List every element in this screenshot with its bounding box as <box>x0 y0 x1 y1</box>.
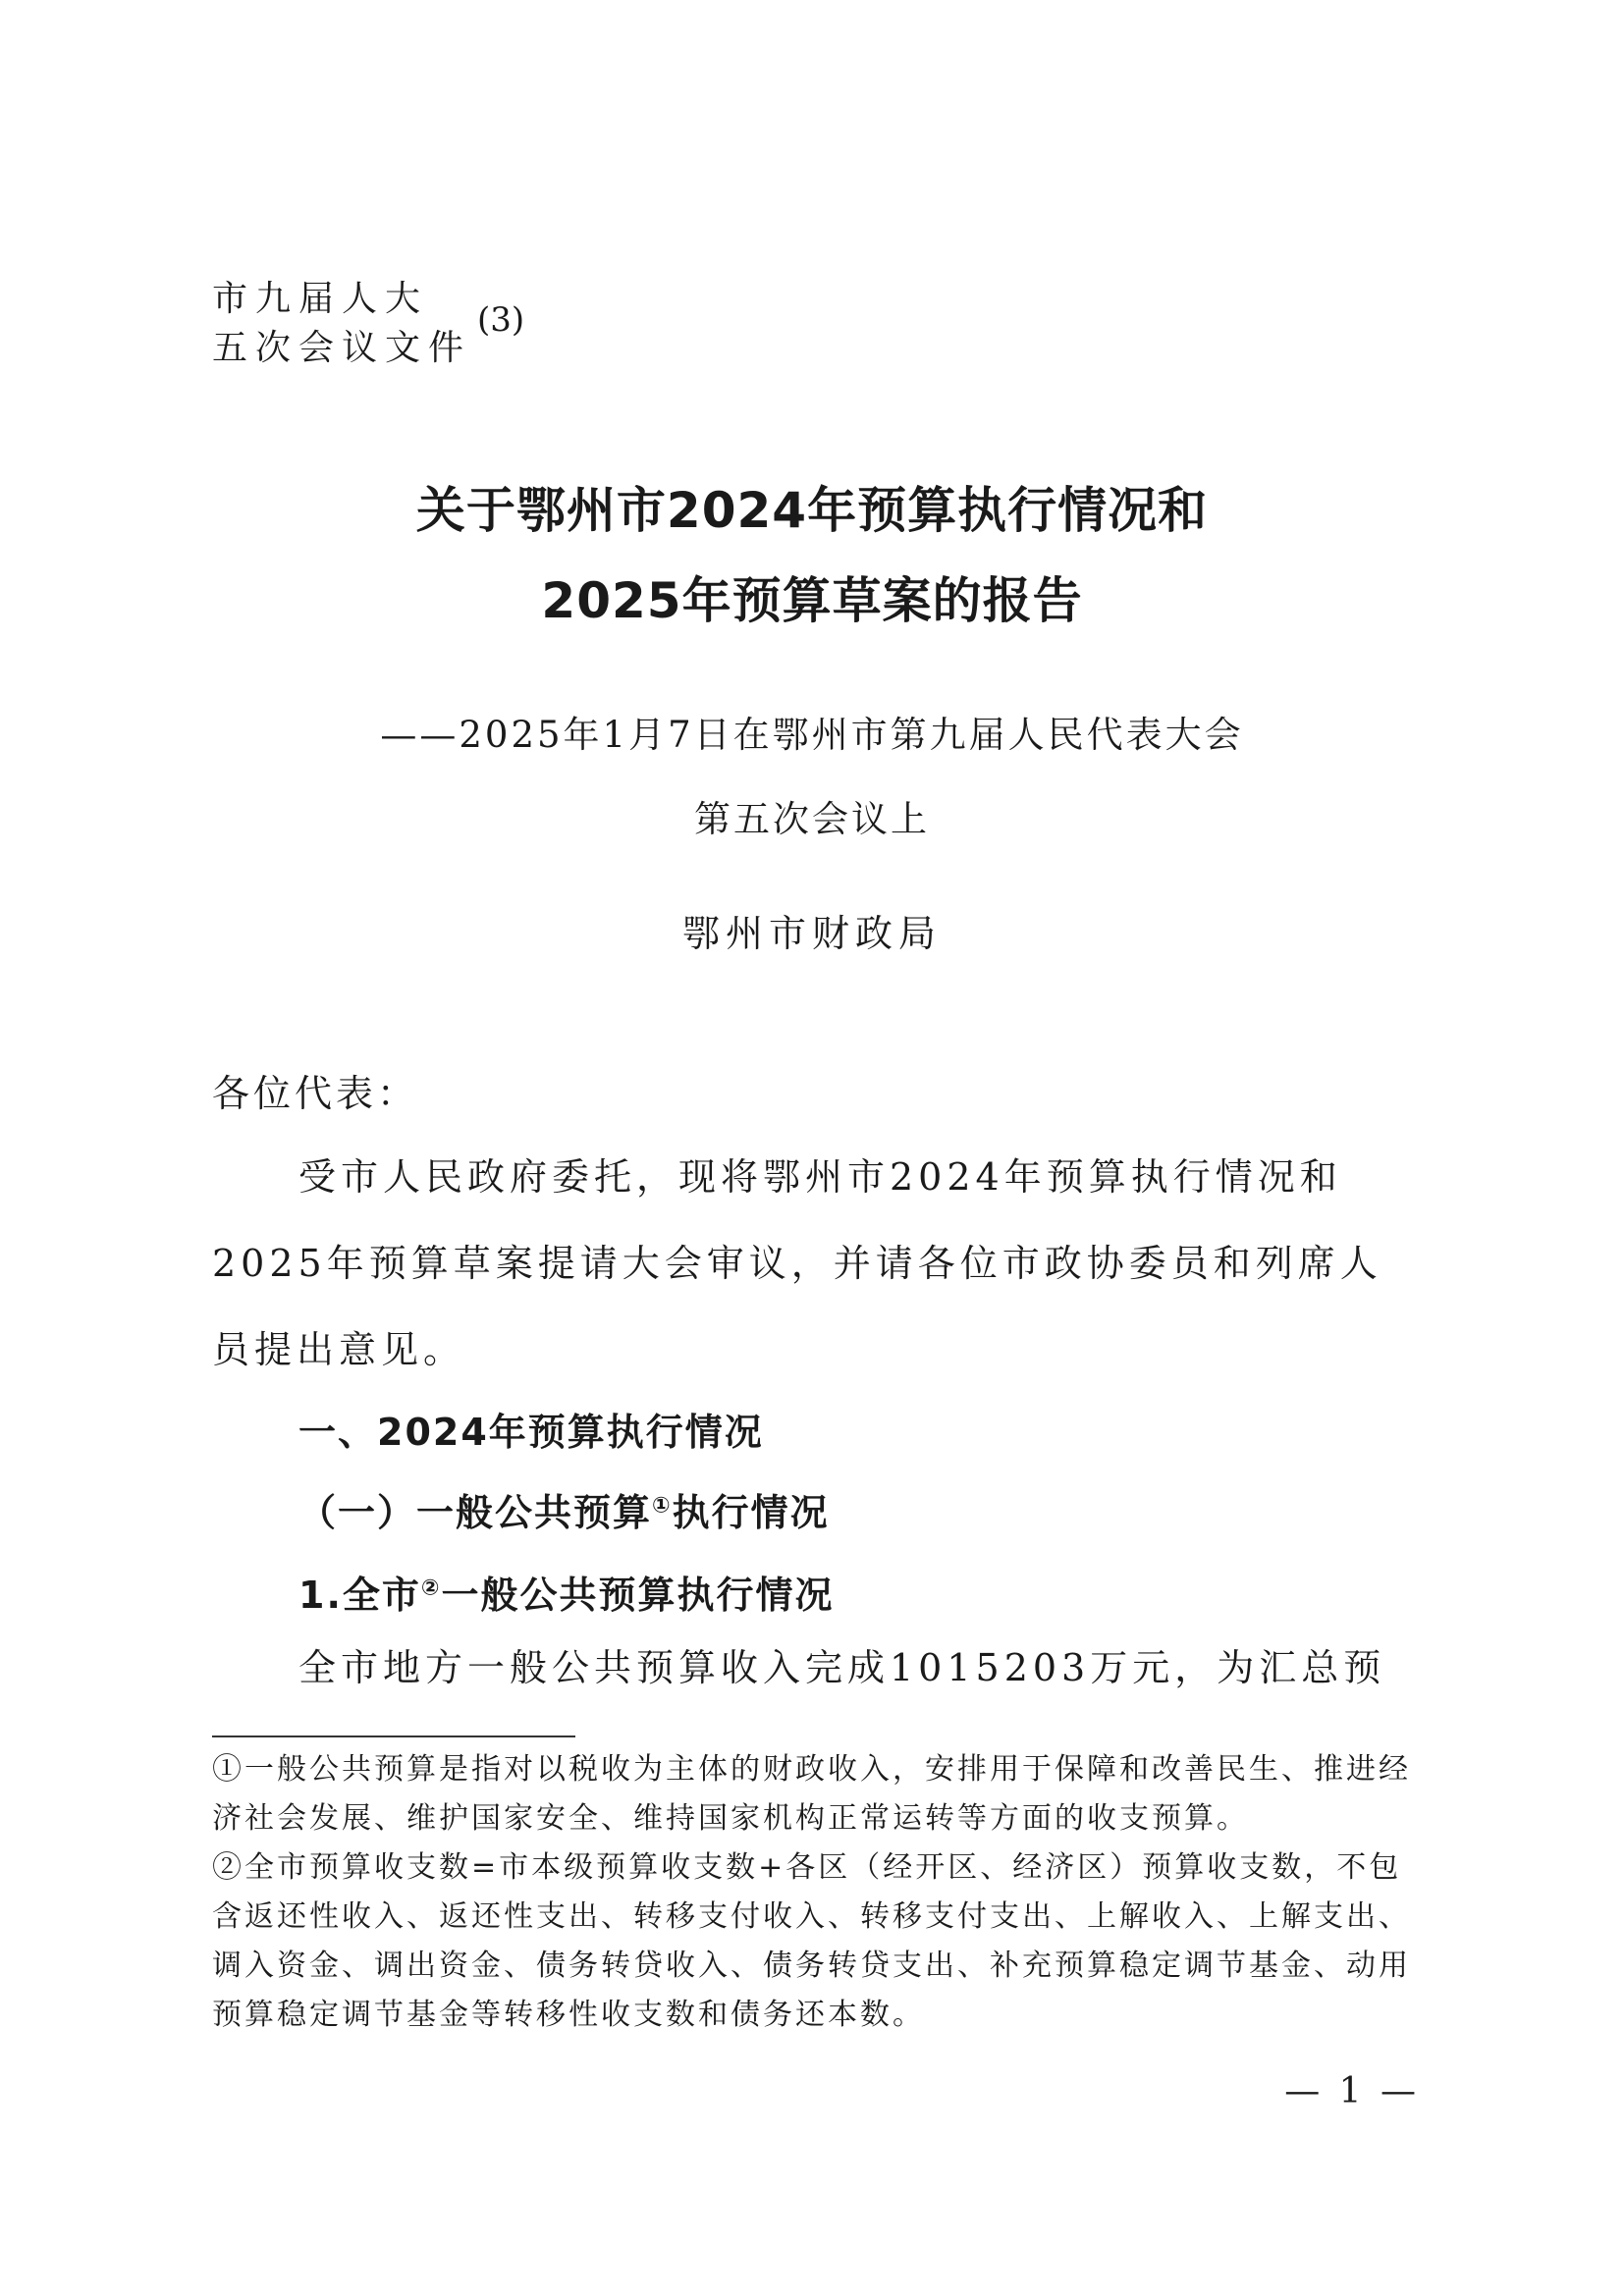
section-heading-1-1-1 <box>212 1565 1420 1619</box>
page-number: — 1 — <box>1284 2071 1420 2111</box>
section-heading-1: 一、2024年预算执行情况 <box>298 1411 764 1454</box>
body-paragraph: 全市地方一般公共预算收入完成1015203万元，为汇总预 <box>298 1646 1386 1689</box>
heading-text: 一般公共预算执行情况 <box>441 1574 835 1617</box>
footnote-divider <box>212 1735 575 1737</box>
document-number-label <box>212 275 471 373</box>
footnote-ref-2[interactable]: ② <box>420 1575 442 1601</box>
title-line1: 关于鄂州市2024年预算执行情况和 <box>415 482 1209 539</box>
report-title <box>0 465 1624 646</box>
doc-number-line2: 五次会议文件 <box>212 328 472 368</box>
intro-paragraph: 受市人民政府委托，现将鄂州市2024年预算执行情况和2025年预算草案提请大会审议，并请各位市政协委员和列席人员提出意见。 <box>212 1155 1382 1371</box>
subtitle-line2: 第五次会议上 <box>694 798 930 840</box>
heading-text: 1.全市 <box>298 1574 421 1617</box>
author: 鄂州市财政局 <box>681 912 942 955</box>
heading-text: 执行情况 <box>672 1491 830 1534</box>
document-number-block <box>212 275 524 373</box>
salutation: 各位代表： <box>212 1072 419 1115</box>
footnote-1: ①一般公共预算是指对以税收为主体的财政收入，安排用于保障和改善民生、推进经济社会发展、维护国家安全、维持国家机构正常运转等方面的收支预算。 <box>212 1752 1411 1836</box>
doc-number-line1: 市九届人大 <box>212 279 429 319</box>
document-number: (3) <box>477 300 525 340</box>
footnotes <box>212 1745 1422 2040</box>
footnote-2: ②全市预算收支数=市本级预算收支数+各区（经开区、经济区）预算收支数，不包含返还性收入、返还性支出、转移支付收入、转移支付支出、上解收入、上解支出、调入资金、调出资金、债务转贷收入、债务转贷支出、补充预算稳定调节基金、动用预算稳定调节基金等转移性收支数和债务还本数。 <box>212 1850 1411 2032</box>
heading-text: （一）一般公共预算 <box>298 1491 653 1534</box>
title-line2: 2025年预算草案的报告 <box>541 572 1083 629</box>
footnote-ref-1[interactable]: ① <box>652 1493 673 1519</box>
section-heading-1-1 <box>212 1482 1420 1536</box>
subtitle-line1: ——2025年1月7日在鄂州市第九届人民代表大会 <box>380 714 1244 756</box>
